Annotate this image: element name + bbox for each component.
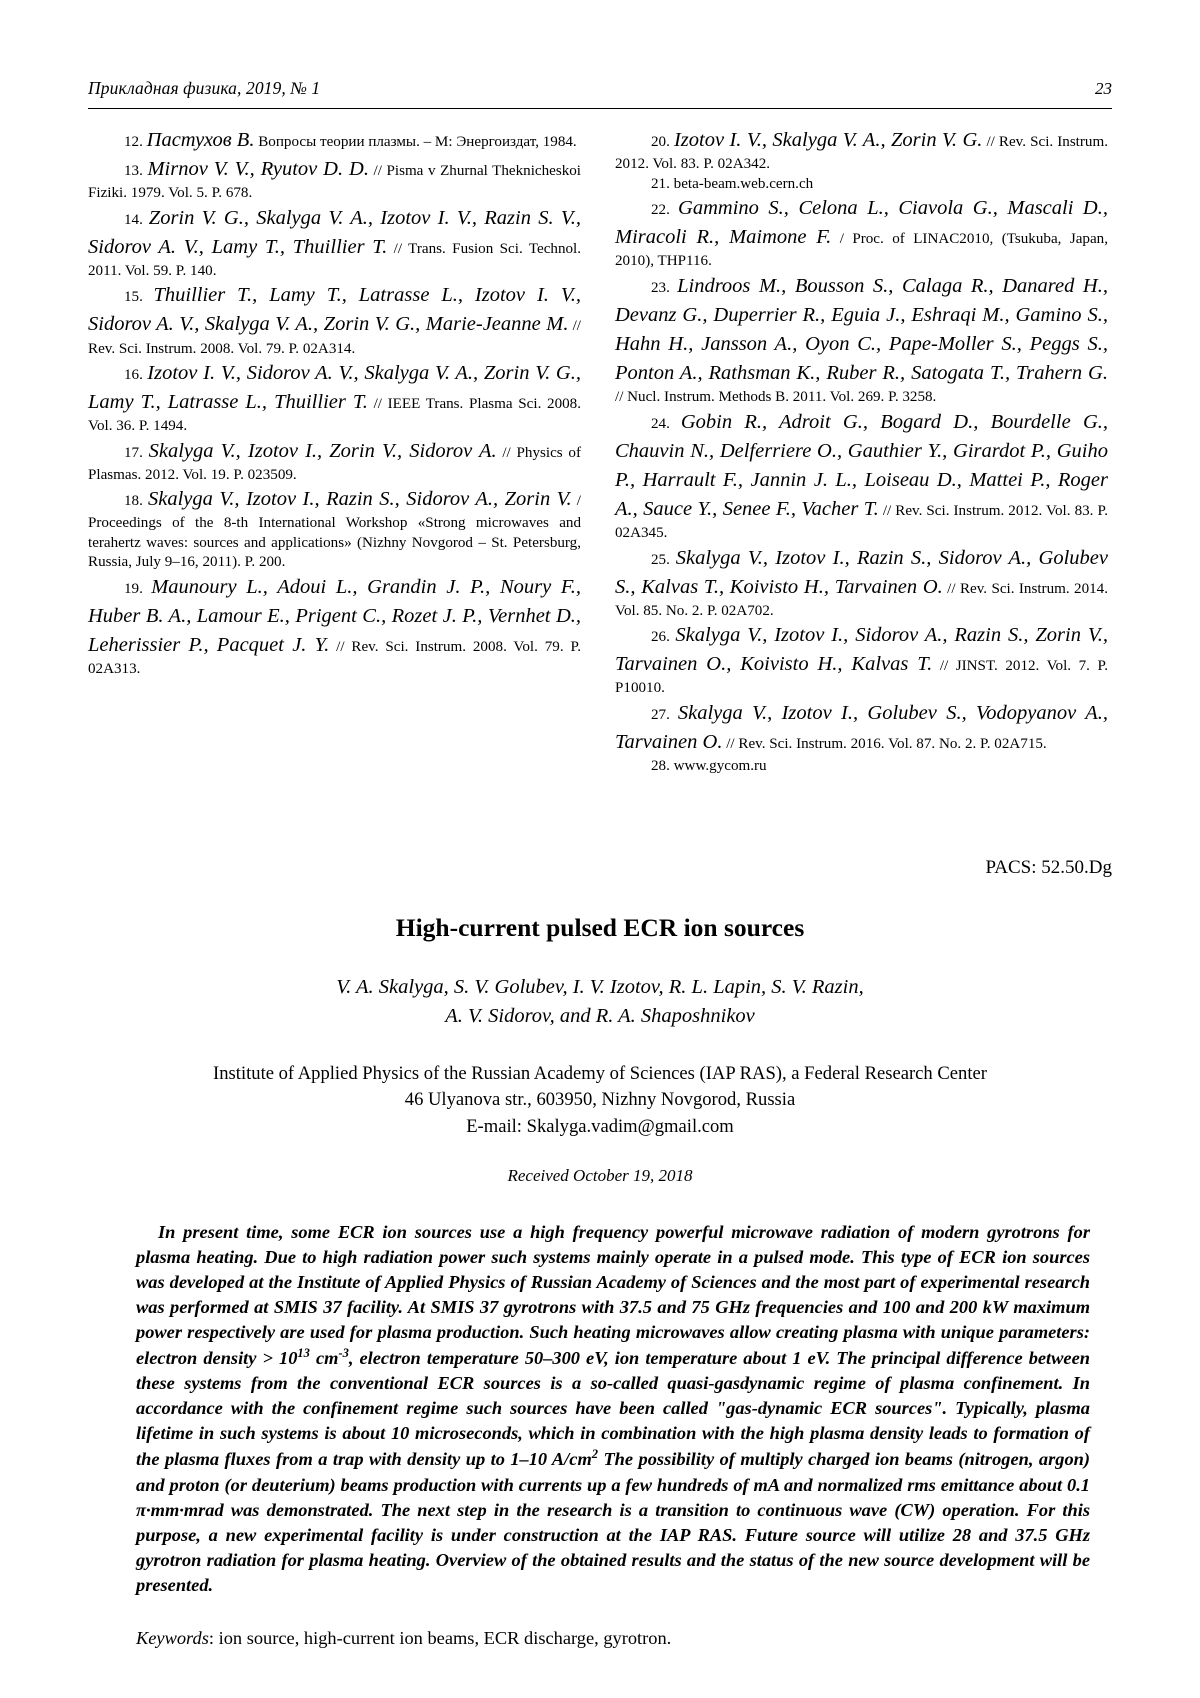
reference-source: / Proceedings of the 8-th International Workshop «Strong microwaves and terahertz waves: sources and applications» (Nizhny Novgorod – St. Petersburg, Russia, July 9–16, 2011). P. 200. [88, 493, 581, 571]
reference-number: 13. [124, 163, 143, 180]
reference-source: / Proc. of LINAC2010, (Tsukuba, Japan, 2010), THP116. [615, 231, 1108, 270]
reference-authors: Mirnov V. V., Ryutov D. D. [147, 158, 369, 181]
article-title: High-current pulsed ECR ion sources [395, 912, 805, 942]
reference-item [88, 204, 581, 282]
author-line-2: A. V. Sidorov, and R. A. Shaposhnikov [445, 1004, 755, 1027]
running-head [88, 78, 1112, 109]
reference-source: // JINST. 2012. Vol. 7. P. P10010. [615, 658, 1108, 697]
reference-number: 18. [124, 493, 143, 510]
reference-authors: Skalyga V., Izotov I., Zorin V., Sidorov A. [148, 439, 497, 462]
reference-authors: Izotov I. V., Skalyga V. A., Zorin V. G. [673, 129, 983, 151]
reference-item [615, 194, 1108, 272]
reference-item [615, 408, 1108, 544]
reference-authors: Izotov I. V., Sidorov A. V., Skalyga V. A., Zorin V. G., Lamy T., Latrasse L., Thuillier T. [88, 362, 581, 414]
keywords-label: Keywords [136, 1627, 209, 1648]
pacs-code: PACS: 52.50.Dg [985, 856, 1112, 878]
reference-source: www.gycom.ru [673, 758, 767, 775]
reference-number: 20. [651, 134, 670, 150]
reference-number: 17. [124, 444, 143, 461]
reference-item [88, 155, 581, 204]
reference-column-left [88, 126, 581, 777]
reference-number: 15. [124, 289, 143, 306]
reference-number: 16. [124, 367, 143, 384]
reference-authors: Skalyga V., Izotov I., Razin S., Sidorov A., Zorin V. [148, 488, 572, 511]
reference-source: // Trans. Fusion Sci. Technol. 2011. Vol. 59. P. 140. [88, 240, 582, 279]
reference-source: // Rev. Sci. Instrum. 2008. Vol. 79. P. 02A313. [88, 639, 581, 678]
reference-authors: Skalyga V., Izotov I., Golubev S., Vodopyanov A., Tarvainen O. [615, 701, 1108, 754]
reference-number: 23. [651, 279, 670, 296]
abstract-superscript-2: -3 [338, 1346, 349, 1361]
reference-item [615, 126, 1108, 175]
journal-name: Прикладная физика, 2019, № 1 [88, 78, 321, 98]
reference-item [88, 359, 581, 437]
reference-number: 28. [651, 758, 670, 775]
reference-number: 22. [651, 202, 670, 219]
page-number: 23 [1095, 79, 1112, 98]
reference-source: // Nucl. Instrum. Methods B. 2011. Vol. 269. P. 3258. [615, 389, 937, 406]
reference-source: beta-beam.web.cern.ch [673, 175, 814, 192]
abstract-text-3: , electron temperature 50–300 eV, ion temperature about 1 eV. The principal difference between these systems from the conventional ECR sources is a so-called quasi-gasdynamic regime of plasma confinement. In accordance with the confinement regime such sources have been called "gas-dynamic ECR sources". Typically, plasma lifetime in such systems is about 10 microseconds, which in combination with the high plasma density leads to formation of the plasma fluxes from a trap with density up to 1–10 A/cm [136, 1348, 1090, 1470]
reference-source: // IEEE Trans. Plasma Sci. 2008. Vol. 36. P. 1494. [88, 396, 581, 435]
reference-item [88, 281, 581, 359]
affiliation-institute: Institute of Applied Physics of the Russian Academy of Sciences (IAP RAS), a Federal Research Center [213, 1062, 987, 1084]
reference-authors: Gobin R., Adroit G., Bogard D., Bourdelle G., Chauvin N., Delferriere O., Gauthier Y., Girardot P., Guiho P., Harrault F., Jannin J. L., Loiseau D., Mattei P., Roger A., Sauce Y., Senee F., Vacher T. [615, 410, 1109, 520]
keywords-text: : ion source, high-current ion beams, ECR discharge, gyrotron. [208, 1627, 672, 1648]
reference-source: // Rev. Sci. Instrum. 2016. Vol. 87. No. 2. P. 02A715. [722, 736, 1047, 753]
abstract-text-4: The possibility of multiply charged ion beams (nitrogen, argon) and proton (or deuterium) beams production with currents up a few hundreds of mA and normalized rms emittance about 0.1 π·mm·mrad was demonstrated. The next step in the research is a transition to continuous wave (CW) operation. For this purpose, a new experimental facility is under construction at the IAP RAS. Future source will utilize 28 and 37.5 GHz gyrotron radiation for plasma heating. Overview of the obtained results and the status of the new source development will be presented. [136, 1449, 1090, 1595]
reference-source: // Pisma v Zhurnal Theknicheskoi Fiziki. 1979. Vol. 5. P. 678. [88, 163, 582, 202]
reference-item [615, 757, 1108, 776]
reference-authors: Пастухов В. [146, 129, 255, 151]
reference-number: 19. [124, 580, 143, 597]
reference-column-right [615, 126, 1108, 777]
author-line-1: V. A. Skalyga, S. V. Golubev, I. V. Izotov, R. L. Lapin, S. V. Razin, [336, 975, 864, 998]
reference-item [615, 175, 1108, 194]
reference-item [88, 485, 581, 573]
reference-authors: Zorin V. G., Skalyga V. A., Izotov I. V., Razin S. V., Sidorov A. V., Lamy T., Thuillier T. [88, 206, 581, 258]
reference-number: 24. [651, 415, 670, 432]
abstract-text-1: In present time, some ECR ion sources use a high frequency powerful microwave radiation of modern gyrotrons for plasma heating. Due to high radiation power such systems mainly operate in a pulsed mode. This type of ECR ion sources was developed at the Institute of Applied Physics of Russian Academy of Sciences and the most part of experimental research was performed at SMIS 37 facility. At SMIS 37 gyrotrons with 37.5 and 75 GHz frequencies and 100 and 200 kW maximum power respectively are used for plasma production. Such heating microwaves allow creating plasma with unique parameters: electron density > 10 [136, 1222, 1090, 1369]
reference-item [88, 126, 581, 155]
reference-authors: Maunoury L., Adoui L., Grandin J. P., Noury F., Huber B. A., Lamour E., Prigent C., Rozet J. P., Vernhet D., Leherissier P., Pacquet J. Y. [88, 575, 581, 657]
reference-authors: Thuillier T., Lamy T., Latrasse L., Izotov I. V., Sidorov A. V., Skalyga V. A., Zorin V. G., Marie-Jeanne M. [88, 284, 581, 336]
reference-number: 25. [651, 551, 670, 568]
abstract-superscript-3: 2 [591, 1447, 598, 1462]
reference-number: 26. [651, 629, 670, 646]
reference-number: 27. [651, 706, 670, 723]
reference-source: // Rev. Sci. Instrum. 2012. Vol. 83. P. 02A342. [615, 134, 1108, 173]
reference-authors: Gammino S., Celona L., Ciavola G., Mascali D., Miracoli R., Maimone F. [615, 197, 1108, 249]
reference-item [615, 699, 1108, 757]
reference-source: // Rev. Sci. Instrum. 2008. Vol. 79. P. 02A314. [88, 318, 581, 357]
reference-authors: Lindroos M., Bousson S., Calaga R., Danared H., Devanz G., Duperrier R., Eguia J., Eshraqi M., Gamino S., Hahn H., Jansson A., Oyon C., Pape-Moller S., Peggs S., Ponton A., Rathsman K., Ruber R., Satogata T., Trahern G. [615, 274, 1108, 385]
reference-list [88, 126, 1112, 777]
affiliation-address: 46 Ulyanova str., 603950, Nizhny Novgorod, Russia [404, 1089, 796, 1111]
reference-number: 21. [651, 175, 670, 192]
reference-item [615, 272, 1108, 408]
reference-source: // Rev. Sci. Instrum. 2014. Vol. 85. No. 2. P. 02A702. [615, 580, 1108, 619]
reference-source: // Physics of Plasmas. 2012. Vol. 19. P. 023509. [88, 444, 581, 483]
abstract-superscript-1: 13 [297, 1346, 310, 1361]
abstract [136, 1220, 1090, 1598]
reference-number: 12. [124, 134, 143, 150]
received-date: Received October 19, 2018 [507, 1166, 693, 1185]
reference-source: // Rev. Sci. Instrum. 2012. Vol. 83. P. 02A345. [615, 502, 1108, 542]
reference-item [615, 621, 1108, 699]
reference-authors: Skalyga V., Izotov I., Sidorov A., Razin S., Zorin V., Tarvainen O., Koivisto H., Kalvas T. [615, 624, 1108, 676]
reference-item [615, 544, 1108, 622]
author-list [88, 973, 1112, 1031]
abstract-text-2: cm [309, 1348, 339, 1369]
keywords [136, 1628, 1090, 1649]
reference-number: 14. [124, 211, 143, 228]
reference-authors: Skalyga V., Izotov I., Razin S., Sidorov A., Golubev S., Kalvas T., Koivisto H., Tarvainen O. [615, 546, 1108, 598]
affiliation-email: E-mail: Skalyga.vadim@gmail.com [466, 1115, 734, 1137]
reference-item [88, 437, 581, 486]
reference-source: Вопросы теории плазмы. – М: Энергоиздат, 1984. [254, 134, 577, 150]
reference-item [88, 573, 581, 680]
affiliation [88, 1061, 1112, 1140]
